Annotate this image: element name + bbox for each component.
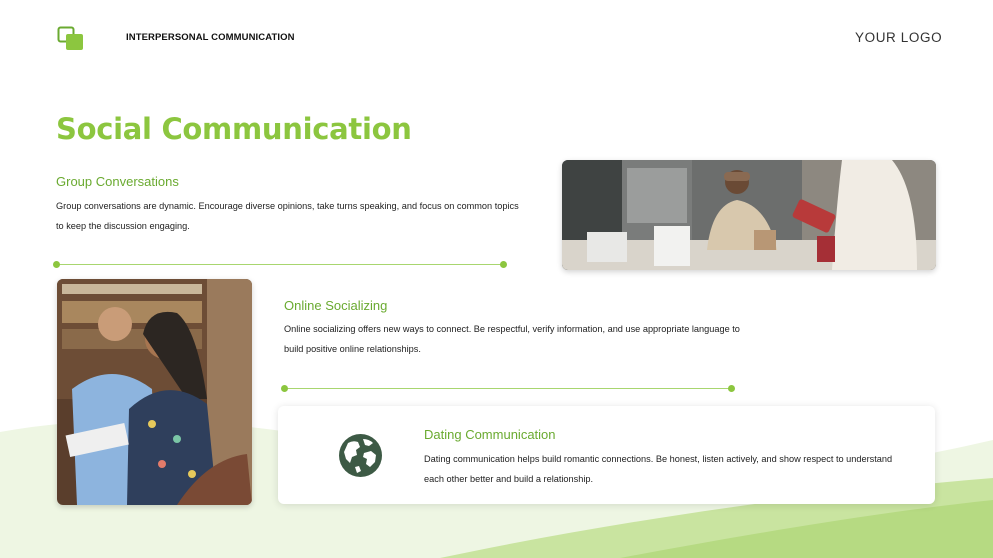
header-title: INTERPERSONAL COMMUNICATION: [126, 32, 295, 43]
group-conversation-photo: [562, 160, 936, 270]
divider-line: [284, 388, 732, 389]
online-socializing-title: Online Socializing: [284, 298, 388, 313]
globe-icon: [338, 433, 383, 478]
logo: YOUR LOGO: [855, 30, 943, 45]
group-conversations-body: Group conversations are dynamic. Encourage diverse opinions, take turns speaking, and focus on common topics to keep the discussion engaging.: [56, 201, 519, 231]
overlapping-squares-icon: [57, 26, 85, 52]
dating-communication-card: [278, 406, 935, 504]
page-title: Social Communication: [56, 112, 412, 146]
group-conversations-title: Group Conversations: [56, 174, 179, 189]
divider-line: [56, 264, 504, 265]
online-socializing-body: Online socializing offers new ways to connect. Be respectful, verify information, and use appropriate language to build positive online relationships.: [284, 324, 740, 354]
dating-communication-body: Dating communication helps build romantic connections. Be honest, listen actively, and show respect to understand each other better and build a relationship.: [424, 454, 893, 484]
dating-communication-title: Dating Communication: [424, 427, 556, 442]
online-socializing-photo: [57, 279, 252, 505]
